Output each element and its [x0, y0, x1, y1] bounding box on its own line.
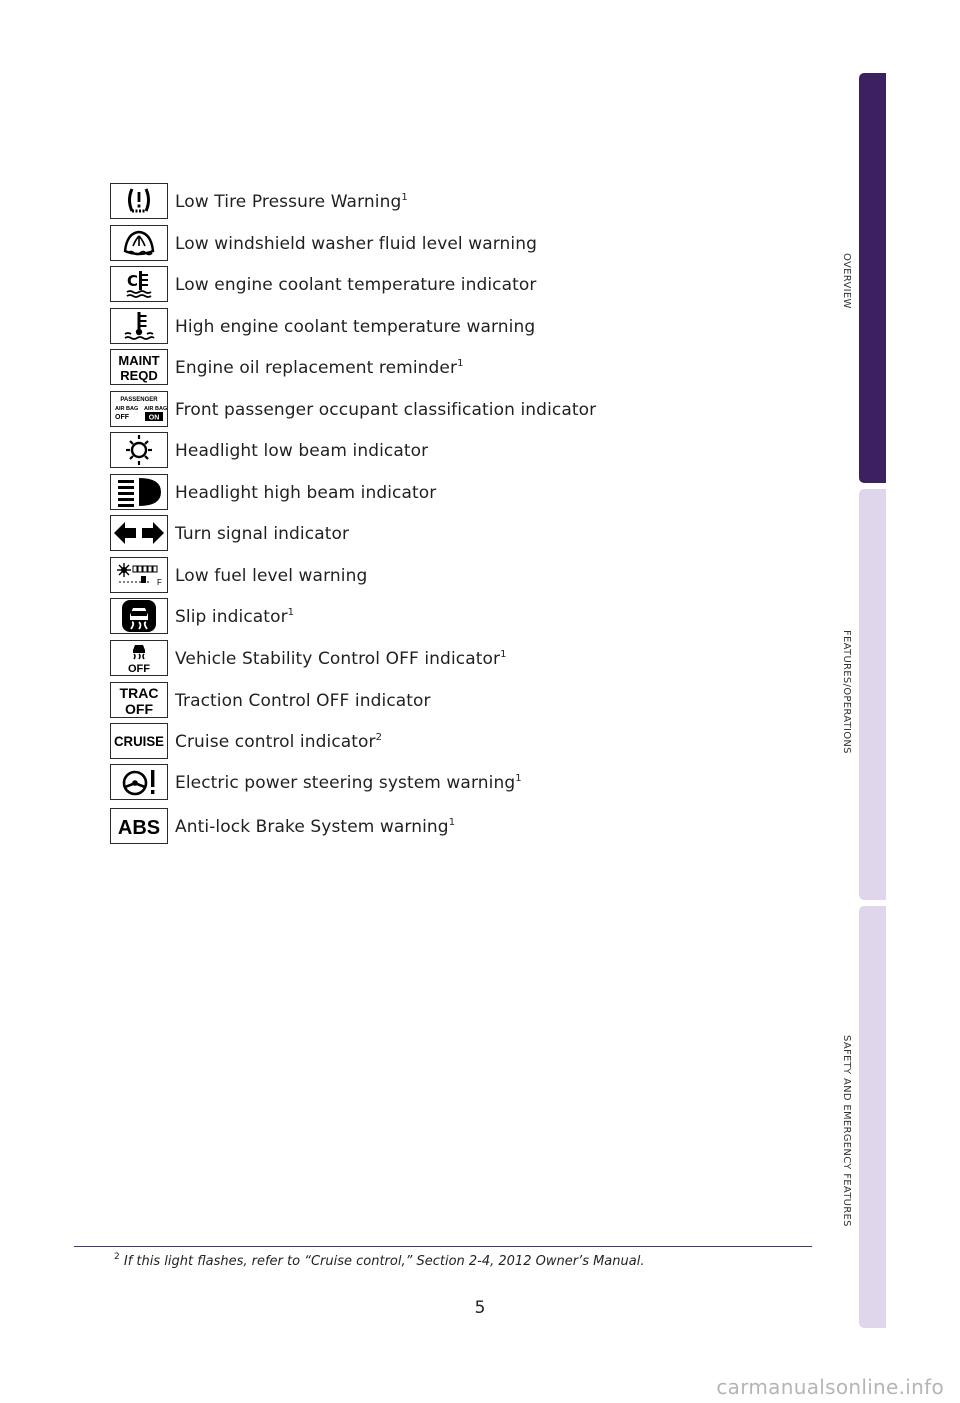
footnote-mark: 2: [114, 1252, 120, 1262]
indicator-label: Front passenger occupant classification indicator: [175, 400, 597, 420]
indicator-label: Vehicle Stability Control OFF indicator$^1$: [175, 649, 507, 669]
svg-text:ABS: ABS: [117, 817, 161, 839]
indicator-label: Electric power steering system warning$^1$: [175, 773, 522, 793]
indicator-label: High engine coolant temperature warning: [175, 317, 536, 337]
indicator-row: [110, 598, 710, 636]
coolant-high-temp-icon: [110, 308, 168, 344]
footnote: [114, 1252, 644, 1269]
svg-text:REQD: REQD: [120, 368, 158, 383]
indicator-row: [110, 266, 710, 304]
indicator-label: Low fuel level warning: [175, 566, 368, 586]
indicator-label: Turn signal indicator: [175, 524, 350, 544]
tab-overview-label: OVERVIEW: [841, 253, 852, 309]
indicator-row: [110, 432, 710, 470]
indicator-row: [110, 640, 710, 678]
coolant-low-temp-icon: [110, 266, 168, 302]
vsc-off-icon: [110, 640, 168, 676]
indicator-label: Engine oil replacement reminder$^1$: [175, 358, 464, 378]
trac-off-icon: [110, 682, 168, 718]
svg-text:OFF: OFF: [125, 701, 153, 717]
svg-text:AIR BAG: AIR BAG: [115, 406, 139, 412]
tab-features-operations[interactable]: [859, 489, 886, 900]
tab-features-operations-label: FEATURES/OPERATIONS: [841, 630, 852, 754]
low-fuel-icon: [110, 557, 168, 593]
low-beam-icon: [110, 432, 168, 468]
washer-fluid-icon: [110, 225, 168, 261]
page-number: 5: [474, 1298, 486, 1318]
abs-icon: [110, 808, 168, 844]
indicator-row: [110, 764, 710, 802]
indicator-label: Low windshield washer fluid level warning: [175, 234, 538, 254]
indicator-row: [110, 225, 710, 263]
turn-signal-icon: [110, 515, 168, 551]
indicator-row: [110, 808, 710, 846]
watermark: carmanualsonline.info: [716, 1375, 944, 1399]
high-beam-icon: [110, 474, 168, 510]
indicator-row: [110, 308, 710, 346]
svg-text:C: C: [127, 272, 139, 290]
svg-text:ON: ON: [148, 414, 160, 422]
maint-reqd-icon: [110, 349, 168, 385]
indicator-label: Headlight low beam indicator: [175, 441, 429, 461]
low-tire-pressure-icon: [110, 183, 168, 219]
svg-text:PASSENGER: PASSENGER: [120, 397, 158, 403]
indicator-row: [110, 723, 710, 761]
svg-text:TRAC: TRAC: [119, 685, 159, 701]
svg-text:AIR BAG: AIR BAG: [144, 406, 167, 412]
svg-text:OFF: OFF: [115, 414, 129, 421]
slip-icon: [110, 598, 168, 634]
indicator-row: [110, 557, 710, 595]
power-steering-icon: [110, 764, 168, 800]
svg-text:F: F: [157, 578, 162, 587]
indicator-label: Anti-lock Brake System warning$^1$: [175, 817, 456, 837]
indicator-row: [110, 474, 710, 512]
passenger-airbag-icon: [110, 391, 168, 427]
indicator-label: Traction Control OFF indicator: [175, 691, 431, 711]
tab-overview[interactable]: [859, 73, 886, 483]
footnote-text: If this light flashes, refer to “Cruise control,” Section 2-4, 2012 Owner’s Manual.: [123, 1254, 645, 1269]
svg-text:OFF: OFF: [128, 663, 150, 675]
footnote-divider: [74, 1246, 812, 1247]
svg-text:CRUISE: CRUISE: [114, 733, 164, 749]
indicator-label: Low engine coolant temperature indicator: [175, 275, 537, 295]
indicator-row: [110, 391, 710, 429]
cruise-icon: [110, 723, 168, 759]
svg-text:MAINT: MAINT: [118, 353, 160, 368]
indicator-label: Cruise control indicator$^2$: [175, 732, 383, 752]
tab-safety-emergency[interactable]: [859, 906, 886, 1328]
indicator-row: [110, 515, 710, 553]
indicator-row: [110, 349, 710, 387]
indicator-label: Slip indicator$^1$: [175, 607, 295, 627]
tab-safety-emergency-label: SAFETY AND EMERGENCY FEATURES: [841, 1035, 852, 1227]
indicator-label: Headlight high beam indicator: [175, 483, 437, 503]
indicator-row: [110, 183, 710, 221]
indicator-label: Low Tire Pressure Warning$^1$: [175, 192, 408, 212]
indicator-row: [110, 682, 710, 720]
